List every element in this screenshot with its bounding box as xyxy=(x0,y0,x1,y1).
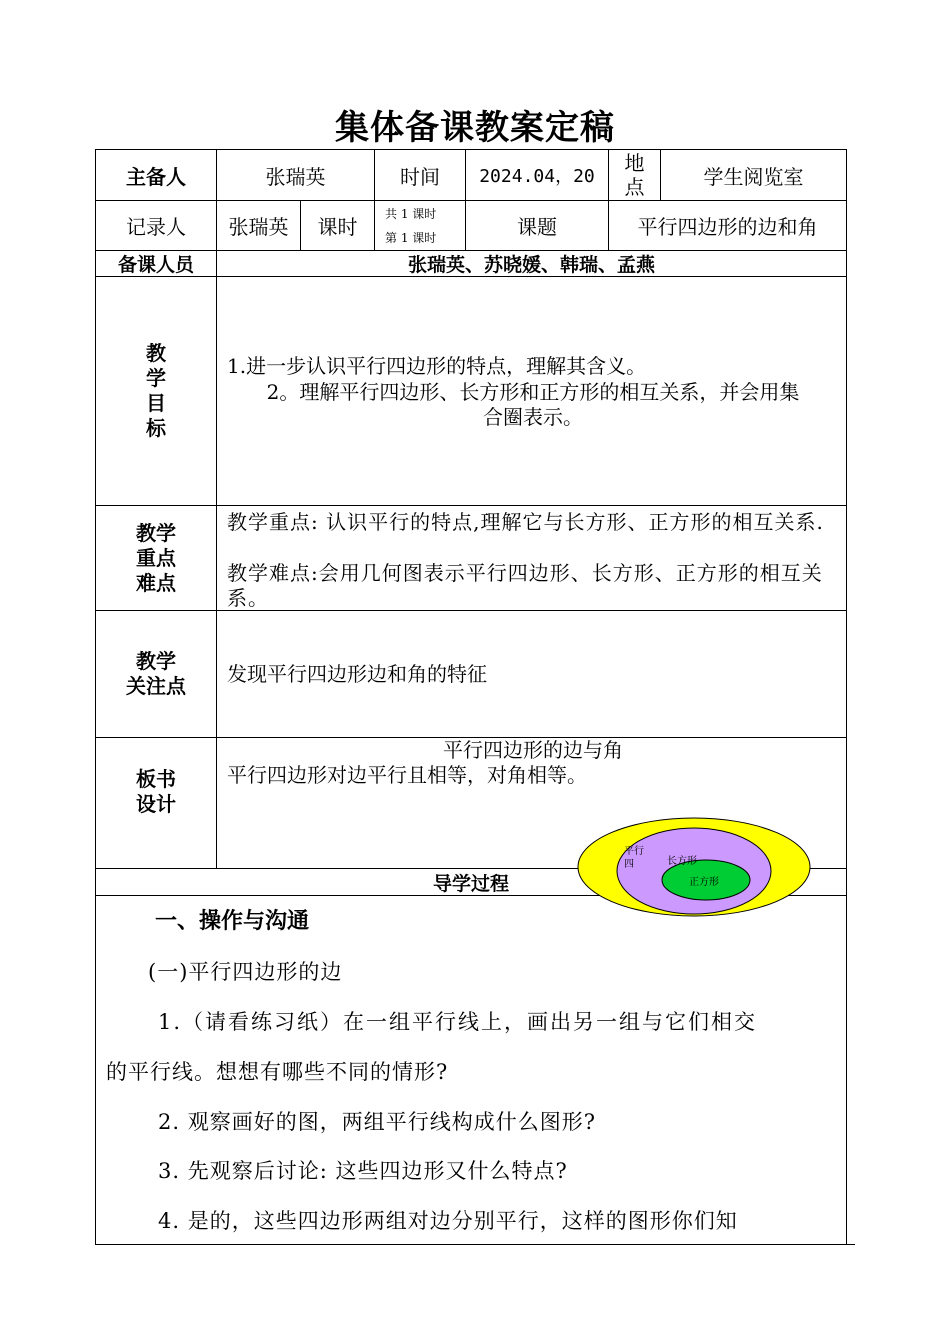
board-label-2: 设计 xyxy=(136,792,176,816)
goals-line-1: 1.进一步认识平行四边形的特点，理解其含义。 xyxy=(227,354,647,378)
topic-label: 课题 xyxy=(517,215,557,239)
topic-value: 平行四边形的边和角 xyxy=(637,215,818,239)
process-item-1b: 的平行线。想想有哪些不同的情形? xyxy=(106,1060,449,1084)
subsection-1-heading: (一)平行四边形的边 xyxy=(148,960,343,984)
period-current: 第 1 课时 xyxy=(385,230,437,245)
board-label-1: 板书 xyxy=(136,767,176,791)
key-point-2: 教学难点:会用几何图表示平行四边形、长方形、正方形的相互关系。 xyxy=(227,561,823,610)
document-title: 集体备课教案定稿 xyxy=(335,108,615,148)
goals-line-3: 合圈表示。 xyxy=(483,405,583,429)
process-item-4: 4. 是的，这些四边形两组对边分别平行，这样的图形你们知 xyxy=(158,1209,738,1233)
place-value: 学生阅览室 xyxy=(703,164,804,189)
board-heading: 平行四边形的边与角 xyxy=(443,738,623,762)
recorder-label: 记录人 xyxy=(126,215,186,239)
time-value: 2024.04，20 xyxy=(479,166,595,187)
section-1-heading: 一、操作与沟通 xyxy=(155,909,310,934)
members-value: 张瑞英、苏晓媛、韩瑞、孟燕 xyxy=(407,254,655,276)
focus-content: 发现平行四边形边和角的特征 xyxy=(227,662,487,686)
key-points-label-cell xyxy=(96,506,216,610)
place-label: 地点 xyxy=(624,151,645,199)
process-item-3: 3. 先观察后讨论: 这些四边形又什么特点? xyxy=(158,1159,568,1183)
recorder-value: 张瑞英 xyxy=(228,215,289,239)
board-content: 平行四边形对边平行且相等，对角相等。 xyxy=(227,763,587,787)
goals-label: 教学目标 xyxy=(146,341,166,440)
period-label: 课时 xyxy=(317,215,358,239)
goals-line-2: 2。理解平行四边形、长方形和正方形的相互关系，并会用集 xyxy=(266,380,800,404)
outer-label-2: 四 xyxy=(624,859,634,870)
focus-label-1: 教学 xyxy=(136,649,176,673)
period-values xyxy=(375,201,465,250)
focus-label-cell xyxy=(96,611,216,737)
period-total: 共 1 课时 xyxy=(385,206,437,221)
key-points-label-3: 难点 xyxy=(136,570,176,595)
host-label: 主备人 xyxy=(126,164,186,189)
process-item-1a: 1.（请看练习纸）在一组平行线上，画出另一组与它们相交 xyxy=(158,1010,758,1034)
key-point-1: 教学重点: 认识平行的特点,理解它与长方形、正方形的相互关系. xyxy=(227,510,824,534)
members-label: 备课人员 xyxy=(117,254,194,276)
key-points-label-2: 重点 xyxy=(136,545,176,570)
key-points-label-1: 教学 xyxy=(136,520,176,545)
goals-label-cell xyxy=(96,277,216,505)
host-value: 张瑞英 xyxy=(265,164,326,189)
process-label: 导学过程 xyxy=(432,872,509,895)
board-label-cell xyxy=(96,738,216,846)
middle-label: 长方形 xyxy=(667,856,697,867)
focus-label-2: 关注点 xyxy=(126,674,186,698)
time-label: 时间 xyxy=(400,164,440,189)
outer-label-1: 平行 xyxy=(624,846,644,857)
inner-label: 正方形 xyxy=(689,877,719,888)
process-item-2: 2. 观察画好的图，两组平行线构成什么图形? xyxy=(158,1110,596,1134)
